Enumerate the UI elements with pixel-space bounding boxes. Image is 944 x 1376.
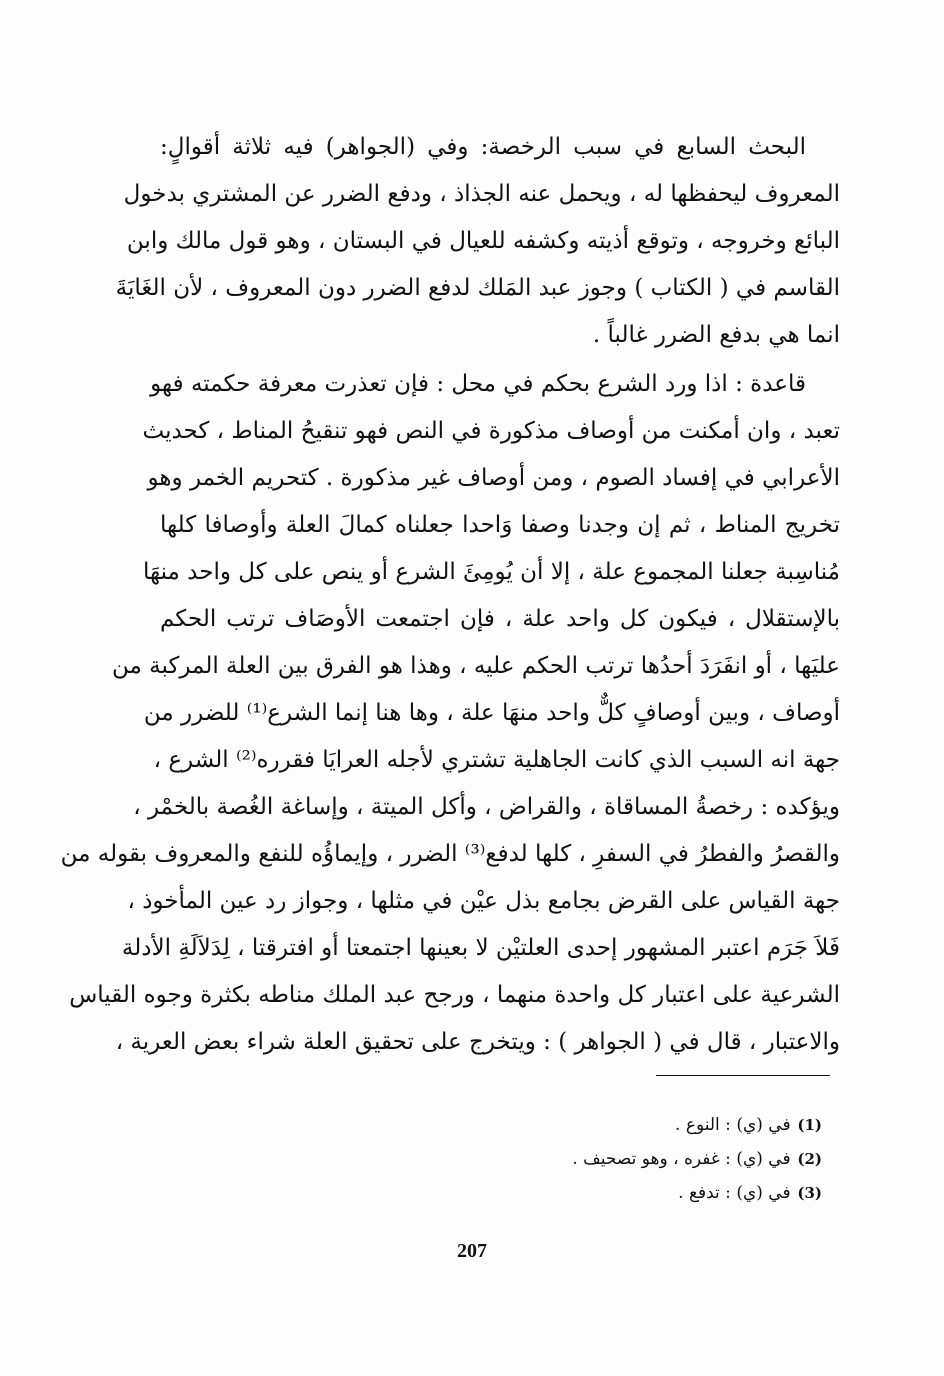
body-line: فَلاَ جَرَم اعتبر المشهور إحدى العلتيْن لا بعينها اجتمعتا أو افترقتا ، لِدَلاَلَةِ الأدلة xyxy=(121,935,840,961)
body-line: والقصرُ والفطرُ في السفرِ ، كلها لدفع⁽³⁾ الضرر ، وإيماؤُه للنفع والمعروف بقوله من xyxy=(60,841,840,867)
body-line: تعبد ، وان أمكنت من أوصاف مذكورة في النص فهو تنقيحُ المناط ، كحديث xyxy=(142,418,840,444)
footnote xyxy=(322,1108,822,1142)
body-line: البائع وخروجه ، وتوقع أذيته وكشفه للعيال في البستان ، وهو قول مالك وابن xyxy=(126,228,840,254)
body-line: البحث السابع في سبب الرخصة: وفي (الجواهر) فيه ثلاثة أقوالٍ: xyxy=(160,134,806,160)
footnotes xyxy=(322,1108,822,1210)
body-line: أوصاف ، وبين أوصافٍ كلٌّ واحد منهَا علة ، وها هنا إنما الشرع⁽¹⁾ للضرر من xyxy=(143,700,840,726)
footnote-text: في (ي) : تدفع . xyxy=(678,1183,791,1203)
body-line: الأعرابي في إفساد الصوم ، ومن أوصاف غير مذكورة . كتحريم الخمر وهو xyxy=(147,465,840,491)
body-line: ويؤكده : رخصةُ المساقاة ، والقراض ، وأكل الميتة ، وإساغة الغُصة بالخمْر ، xyxy=(133,794,840,820)
body-line: بالإستقلال ، فيكون كل واحد علة ، فإن اجتمعت الأوصَاف ترتب الحكم xyxy=(160,606,840,632)
body-line: عليَها ، أو انفَرَدَ أحدُها ترتب الحكم عليه ، وهذا هو الفرق بين العلة المركبة من xyxy=(111,653,840,679)
footnote-text: في (ي) : النوع . xyxy=(675,1115,791,1135)
footnote-number: (2) xyxy=(797,1150,822,1168)
body-line: مُناسِبة جعلنا المجموع علة ، إلا أن يُومِئَ الشرع أو ينص على كل واحد منهَا xyxy=(142,559,840,585)
body-line: جهة القياس على القرض بجامع بذل عيْن في مثلها ، وجواز رد عين المأخوذ ، xyxy=(127,888,840,914)
body-line: جهة انه السبب الذي كانت الجاهلية تشتري لأجله العرايَا فقرره⁽²⁾ الشرع ، xyxy=(153,747,840,773)
footnote xyxy=(322,1142,822,1176)
body-line: الشرعية على اعتبار كل واحدة منهما ، ورجح عبد الملك مناطه بكثرة وجوه القياس xyxy=(69,982,840,1008)
footnote-separator xyxy=(656,1075,830,1076)
footnote-number: (3) xyxy=(797,1184,822,1202)
footnote-number: (1) xyxy=(797,1116,822,1134)
body-line: القاسم في ( الكتاب ) وجوز عبد المَلك لدفع الضرر دون المعروف ، لأن الغَايَةَ xyxy=(115,275,840,301)
footnote xyxy=(322,1176,822,1210)
footnote-text: في (ي) : غفره ، وهو تصحيف . xyxy=(572,1149,791,1169)
page-number: 207 xyxy=(457,1240,487,1262)
body-text xyxy=(60,124,840,1066)
body-line: المعروف ليحفظها له ، ويحمل عنه الجذاذ ، ودفع الضرر عن المشتري بدخول xyxy=(123,181,840,207)
body-line: تخريج المناط ، ثم إن وجدنا وصفا وَاحدا جعلناه كمالَ العلة وأوصافا كلها xyxy=(160,512,840,538)
body-line: والاعتبار ، قال في ( الجواهر ) : ويتخرج على تحقيق العلة شراء بعض العرية ، xyxy=(115,1029,840,1055)
body-line: قاعدة : اذا ورد الشرع بحكم في محل : فإن تعذرت معرفة حكمته فهو xyxy=(150,371,806,397)
body-line: انما هي بدفع الضرر غالباً . xyxy=(592,322,840,348)
